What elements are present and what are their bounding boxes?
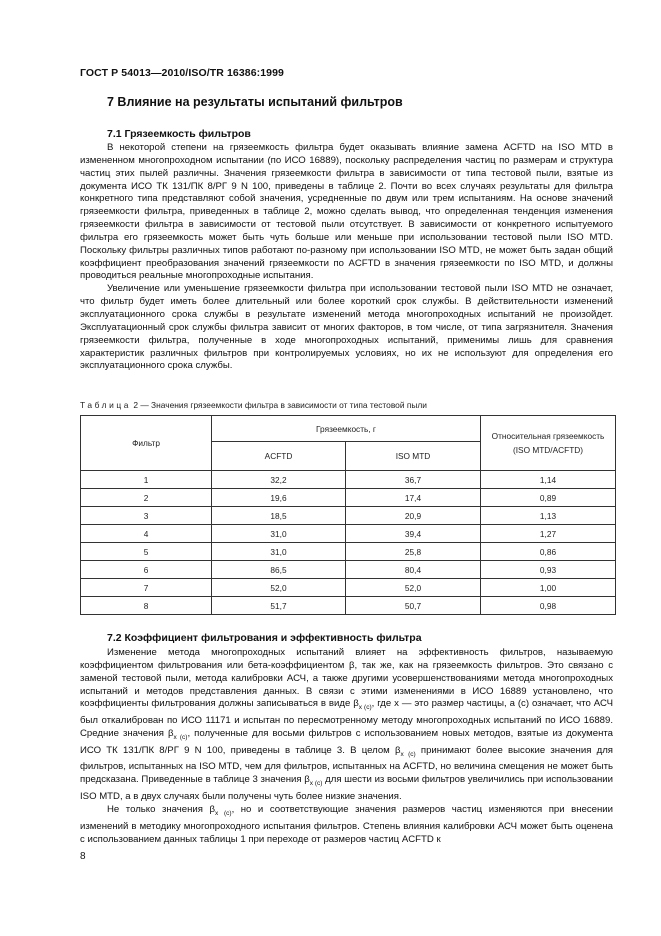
table-row <box>81 543 616 561</box>
column-header-capacity: Грязеемкость, г <box>212 416 481 442</box>
table-caption-text: 2 — Значения грязеемкости фильтра в зависимости от типа тестовой пыли <box>133 400 427 410</box>
table-row <box>81 561 616 579</box>
cell-iso-mtd: 39,4 <box>346 525 481 543</box>
cell-ratio: 0,86 <box>481 543 616 561</box>
cell-acftd: 52,0 <box>212 579 346 597</box>
table-row <box>81 579 616 597</box>
text-run: для шести из восьми фильтров увеличились при использовании ISO MTD, а в двух случаях были получены чуть более низкие значения. <box>80 774 614 803</box>
cell-filter: 8 <box>81 597 212 615</box>
subsection-7-2-title: 7.2 Коэффициент фильтрования и эффективность фильтра <box>107 632 422 644</box>
cell-filter: 2 <box>81 489 212 507</box>
beta-subscript: x (c) <box>309 780 323 788</box>
page-number: 8 <box>80 851 86 862</box>
column-header-ratio <box>481 416 616 471</box>
cell-acftd: 31,0 <box>212 525 346 543</box>
cell-ratio: 1,14 <box>481 471 616 489</box>
paragraph <box>80 647 613 804</box>
cell-filter: 5 <box>81 543 212 561</box>
cell-filter: 7 <box>81 579 212 597</box>
cell-iso-mtd: 36,7 <box>346 471 481 489</box>
cell-ratio: 0,93 <box>481 561 616 579</box>
cell-ratio: 0,98 <box>481 597 616 615</box>
table-row <box>81 525 616 543</box>
section-7-title: 7 Влияние на результаты испытаний фильтров <box>107 95 403 109</box>
column-header-iso-mtd: ISO MTD <box>346 442 481 471</box>
table-2-caption <box>80 400 427 410</box>
cell-filter: 4 <box>81 525 212 543</box>
cell-iso-mtd: 25,8 <box>346 543 481 561</box>
paragraph <box>80 804 613 846</box>
cell-ratio: 1,00 <box>481 579 616 597</box>
paragraph: В некоторой степени на грязеемкость фильтра будет оказывать влияние замена ACFTD на ISO MTD в измененном многопроходном испытании (по ИСО 16889), поскольку распределения частиц по размерам и структура частиц этих пылей различны. Значения грязеемкости фильтра в зависимости от типа тестовой пыли, взятые из документа ИСО ТК 131/ПК 8/РГ 9 N 100, приведены в таблице 2. Почти во всех случаях результаты для фильтра конкретного типа представляют собой значения, усредненные по двум или трем испытаниям. На основе значений грязеемкости фильтра, приведенных в таблице 2, можно сделать вывод, что определенная тенденция изменения грязеемкости фильтра в зависимости от тестовой пыли отсутствует. В зависимости от конкретного испытуемого фильтра его грязеемкость может быть чуть больше или меньше при использовании тестовой пыли ISO MTD. Поскольку фильтры различных типов работают по-разному при использовании ISO MTD, не может быть задан общий коэффициент преобразования значений грязеемкости по ACFTD в значения грязеемкости по ISO MTD, и должны проводиться реальные многопроходные испытания. <box>80 142 613 282</box>
cell-iso-mtd: 80,4 <box>346 561 481 579</box>
column-header-filter: Фильтр <box>81 416 212 471</box>
text-run: Не только значения β <box>107 803 216 815</box>
cell-iso-mtd: 52,0 <box>346 579 481 597</box>
text-run: , где x — это размер частицы, а (c) означает, что АСЧ был откалиброван по ИСО 11171 и испытан по пересмотренному методу многопроходных испытаний по ИСО 16889. Средние значения β <box>80 698 613 739</box>
beta-subscript: x (c) <box>358 704 372 712</box>
cell-acftd: 19,6 <box>212 489 346 507</box>
document-header: ГОСТ Р 54013—2010/ISO/TR 16386:1999 <box>80 67 284 79</box>
table-row <box>81 471 616 489</box>
cell-filter: 1 <box>81 471 212 489</box>
paragraph: Увеличение или уменьшение грязеемкости фильтра при использовании тестовой пыли ISO MTD не означает, что фильтр будет иметь более длительный или более короткий срок службы. В действительности изменений эксплуатационного срока службы в результате изменений метода многопроходных испытаний не произойдет. Эксплуатационный срок службы фильтра зависит от многих факторов, в том числе, от типа загрязнителя. Значения грязеемкости фильтра, полученные в ходе многопроходных испытаний, применимы лишь для сравнения характеристик различных фильтров при контролируемых условиях, но их не используют для определения его эксплуатационного срока службы. <box>80 283 613 372</box>
table-row <box>81 597 616 615</box>
cell-filter: 6 <box>81 561 212 579</box>
cell-iso-mtd: 20,9 <box>346 507 481 525</box>
beta-subscript: x (c) <box>215 809 232 817</box>
cell-acftd: 18,5 <box>212 507 346 525</box>
cell-ratio: 1,27 <box>481 525 616 543</box>
cell-acftd: 31,0 <box>212 543 346 561</box>
text-run: , но и соответствующие значения размеров частиц изменяются при внесении изменений в методику многопроходного испытания фильтров. Степень влияния калибровки АСЧ может быть оценена с использованием данных таблицы 1 при переходе от размеров частиц ACFTD к <box>80 803 613 845</box>
subsection-7-2-body <box>80 647 613 846</box>
text-run: , полученные для восьми фильтров с использованием новых методов, взятые из документа ИСО ТК 131/ПК 8/РГ 9 N 100, приведены в таблице 3. В целом β <box>80 727 613 756</box>
table-row <box>81 489 616 507</box>
table-2 <box>80 415 616 615</box>
cell-acftd: 86,5 <box>212 561 346 579</box>
cell-ratio: 0,89 <box>481 489 616 507</box>
cell-iso-mtd: 17,4 <box>346 489 481 507</box>
ratio-header-line1: Относительная грязеемкость <box>491 431 605 441</box>
cell-filter: 3 <box>81 507 212 525</box>
cell-acftd: 32,2 <box>212 471 346 489</box>
beta-subscript: x (c) <box>400 750 416 758</box>
text-run: Изменение метода многопроходных испытаний влияет на эффективность фильтров, называемую коэффициентом фильтрования или бета-коэффициентом β, так же, как на грязеемкость фильтров. Это связано с заменой тестовой пыли, метода калибровки АСЧ, а также другими усовершенствованиями метода многопроходных испытаний и методов представления данных. В связи с этими изменениями в ИСО 16889 установлено, что коэффициенты фильтрования должны записываться в виде β <box>80 647 613 710</box>
ratio-header-line2: (ISO MTD/ACFTD) <box>512 445 584 455</box>
cell-iso-mtd: 50,7 <box>346 597 481 615</box>
table-caption-label: Таблица <box>80 400 132 410</box>
cell-acftd: 51,7 <box>212 597 346 615</box>
column-header-acftd: ACFTD <box>212 442 346 471</box>
beta-subscript: x (c) <box>173 733 188 741</box>
cell-ratio: 1,13 <box>481 507 616 525</box>
text-run: принимают более высокие значения для фильтров, испытанных на ISO MTD, чем для фильтров, испытанных на ACFTD, но величина смещения не может быть предсказана. Приведенные в таблице 3 значения β <box>80 744 613 786</box>
table-row <box>81 507 616 525</box>
subsection-7-1-body <box>80 142 613 373</box>
subsection-7-1-title: 7.1 Грязеемкость фильтров <box>107 128 251 140</box>
